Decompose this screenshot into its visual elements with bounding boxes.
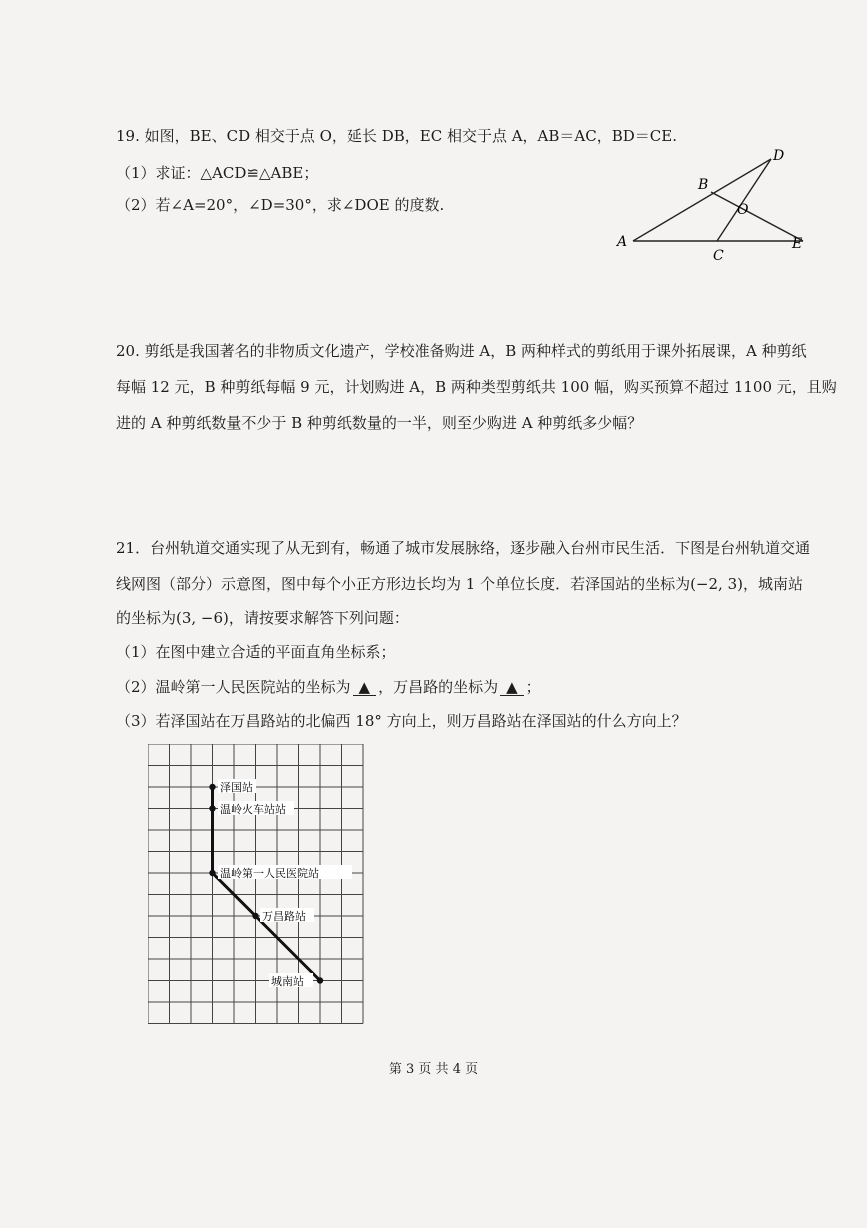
station-label-chengnan: 城南站 <box>271 975 304 988</box>
q21-line1: 21．台州轨道交通实现了从无到有，畅通了城市发展脉络，逐步融入台州市民生活．下图是台州轨道交通 <box>116 539 811 557</box>
answer-blank-hospital[interactable]: ▲ <box>353 679 377 696</box>
q20-line2: 每幅 12 元，B 种剪纸每幅 9 元，计划购进 A，B 两种类型剪纸共 100 幅，购买预算不超过 1100 元，且购 <box>116 378 837 396</box>
q19-stem: 19. 如图，BE、CD 相交于点 O，延长 DB，EC 相交于点 A，AB＝AC，BD＝CE. <box>116 127 677 145</box>
q21-part2-text-c: ； <box>525 678 541 696</box>
station-dot-yiyuan <box>209 870 215 876</box>
label-c: C <box>713 248 724 264</box>
triangle-figure <box>605 145 815 267</box>
rail-network-grid <box>148 744 388 1034</box>
q19-part2: （2）若∠A=20°，∠D=30°，求∠DOE 的度数. <box>116 196 445 214</box>
q21-part3: （3）若泽国站在万昌路站的北偏西 18° 方向上，则万昌路站在泽国站的什么方向上？ <box>116 712 687 730</box>
label-o: O <box>737 202 749 218</box>
station-label-zeguo: 泽国站 <box>220 781 253 794</box>
answer-blank-wanchang[interactable]: ▲ <box>500 679 524 696</box>
label-b: B <box>698 177 709 193</box>
station-dot-huoche <box>209 805 215 811</box>
label-d: D <box>773 148 785 164</box>
q21-line2: 线网图（部分）示意图，图中每个小正方形边长均为 1 个单位长度．若泽国站的坐标为(−2, 3)，城南站 <box>116 575 803 593</box>
q21-part2 <box>116 677 541 697</box>
q21-part2-text-a: （2）温岭第一人民医院站的坐标为 <box>116 678 351 696</box>
label-a: A <box>617 234 628 250</box>
q21-part2-text-b: ，万昌路的坐标为 <box>378 678 499 696</box>
station-dot-chengnan <box>317 977 323 983</box>
q20-line3: 进的 A 种剪纸数量不少于 B 种剪纸数量的一半，则至少购进 A 种剪纸多少幅？ <box>116 414 643 432</box>
station-label-wanchang: 万昌路站 <box>262 910 306 923</box>
line-be <box>711 192 803 241</box>
station-label-huoche: 温岭火车站站 <box>220 803 286 816</box>
q21-part1: （1）在图中建立合适的平面直角坐标系； <box>116 643 396 661</box>
rail-line <box>213 787 321 981</box>
q19-part1: （1）求证：△ACD≌△ABE； <box>116 164 319 182</box>
station-dot-wanchang <box>252 913 258 919</box>
label-e: E <box>792 236 803 252</box>
q20-line1: 20. 剪纸是我国著名的非物质文化遗产，学校准备购进 A，B 两种样式的剪纸用于课外拓展课，A 种剪纸 <box>116 342 807 360</box>
station-label-yiyuan: 温岭第一人民医院站 <box>220 867 319 880</box>
q21-line3: 的坐标为(3, −6)，请按要求解答下列问题： <box>116 609 409 627</box>
line-ad <box>633 159 771 241</box>
station-dot-zeguo <box>209 784 215 790</box>
page-footer: 第 3 页 共 4 页 <box>388 1062 479 1077</box>
